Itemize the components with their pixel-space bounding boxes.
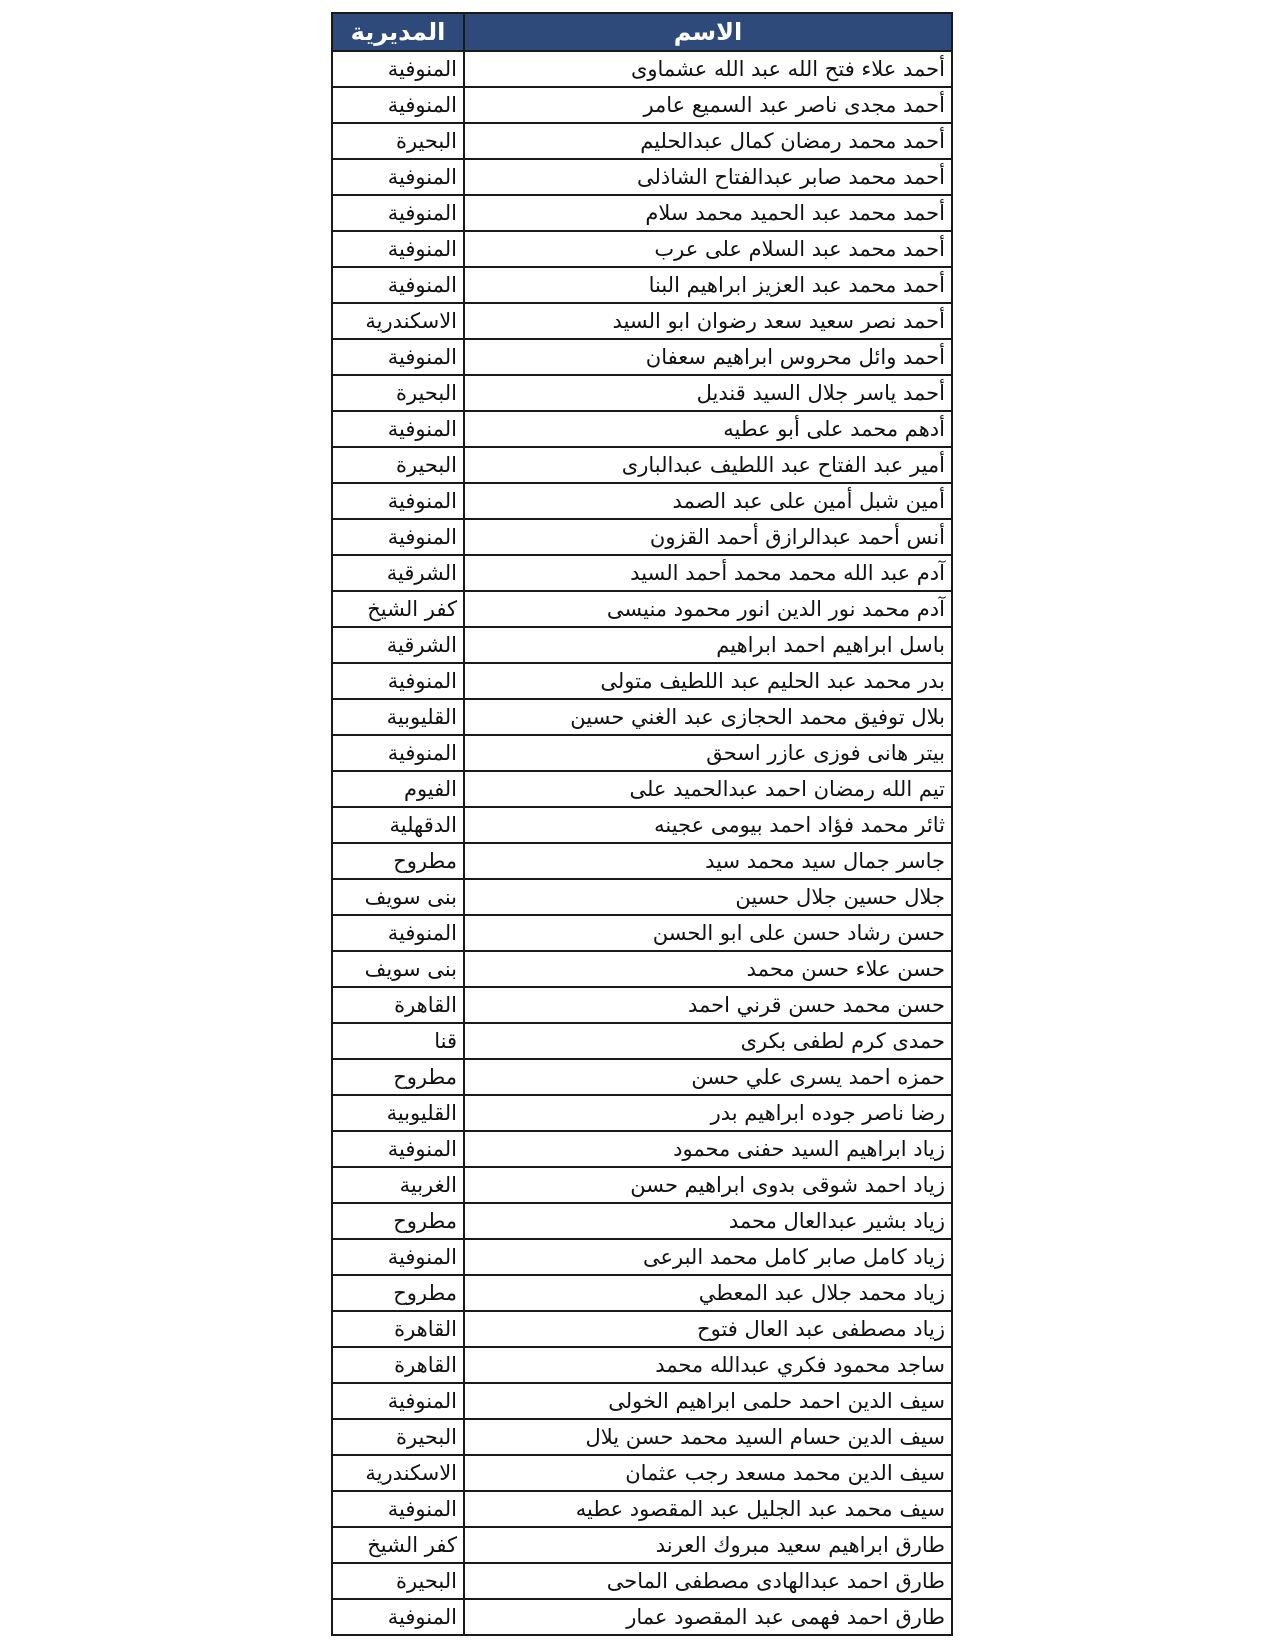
table-row xyxy=(332,303,952,339)
governorate-cell: الغربية xyxy=(332,1167,464,1203)
governorate-cell: القليوبية xyxy=(332,1095,464,1131)
governorate-cell: الشرقية xyxy=(332,627,464,663)
name-cell: ثائر محمد فؤاد احمد بيومى عجينه xyxy=(464,807,952,843)
governorate-cell: القاهرة xyxy=(332,1347,464,1383)
governorate-cell: الشرقية xyxy=(332,555,464,591)
table-row xyxy=(332,1095,952,1131)
name-cell: آدم محمد نور الدين انور محمود منيسى xyxy=(464,591,952,627)
table-row xyxy=(332,1059,952,1095)
table-row xyxy=(332,1383,952,1419)
table-row xyxy=(332,1419,952,1455)
name-cell: أنس أحمد عبدالرازق أحمد القزون xyxy=(464,519,952,555)
name-cell: زياد محمد جلال عبد المعطي xyxy=(464,1275,952,1311)
name-cell: أحمد وائل محروس ابراهيم سعفان xyxy=(464,339,952,375)
name-cell: أحمد محمد رمضان كمال عبدالحليم xyxy=(464,123,952,159)
table-row xyxy=(332,231,952,267)
name-cell: ساجد محمود فكري عبدالله محمد xyxy=(464,1347,952,1383)
table-row xyxy=(332,1599,952,1635)
table-row xyxy=(332,159,952,195)
name-cell: زياد احمد شوقى بدوى ابراهيم حسن xyxy=(464,1167,952,1203)
governorate-cell: قنا xyxy=(332,1023,464,1059)
name-cell: حسن علاء حسن محمد xyxy=(464,951,952,987)
table-row xyxy=(332,1527,952,1563)
table-row xyxy=(332,843,952,879)
name-cell: أدهم محمد على أبو عطيه xyxy=(464,411,952,447)
table-row xyxy=(332,1563,952,1599)
table-row xyxy=(332,267,952,303)
table-row xyxy=(332,915,952,951)
table-row xyxy=(332,663,952,699)
table-row xyxy=(332,375,952,411)
name-cell: بيتر هانى فوزى عازر اسحق xyxy=(464,735,952,771)
table-row xyxy=(332,807,952,843)
governorate-cell: القاهرة xyxy=(332,987,464,1023)
name-cell: حمدى كرم لطفى بكرى xyxy=(464,1023,952,1059)
governorate-cell: الاسكندرية xyxy=(332,303,464,339)
name-cell: طارق احمد عبدالهادى مصطفى الماحى xyxy=(464,1563,952,1599)
governorate-cell: الاسكندرية xyxy=(332,1455,464,1491)
governorate-cell: البحيرة xyxy=(332,123,464,159)
name-cell: حمزه احمد يسرى علي حسن xyxy=(464,1059,952,1095)
governorate-cell: المنوفية xyxy=(332,483,464,519)
name-cell: أحمد محمد عبد الحميد محمد سلام xyxy=(464,195,952,231)
governorate-cell: المنوفية xyxy=(332,1131,464,1167)
table-row xyxy=(332,1311,952,1347)
table-body xyxy=(332,51,952,1635)
name-cell: جلال حسين جلال حسين xyxy=(464,879,952,915)
table-row xyxy=(332,879,952,915)
name-cell: حسن محمد حسن قرني احمد xyxy=(464,987,952,1023)
table-row xyxy=(332,987,952,1023)
name-cell: زياد بشير عبدالعال محمد xyxy=(464,1203,952,1239)
name-cell: أحمد محمد صابر عبدالفتاح الشاذلى xyxy=(464,159,952,195)
governorate-cell: المنوفية xyxy=(332,519,464,555)
governorate-cell: البحيرة xyxy=(332,375,464,411)
governorate-cell: المنوفية xyxy=(332,159,464,195)
governorate-cell: المنوفية xyxy=(332,663,464,699)
name-cell: سيف الدين حسام السيد محمد حسن يلال xyxy=(464,1419,952,1455)
governorate-cell: المنوفية xyxy=(332,87,464,123)
governorate-cell: كفر الشيخ xyxy=(332,591,464,627)
name-cell: أحمد ياسر جلال السيد قنديل xyxy=(464,375,952,411)
governorate-cell: الفيوم xyxy=(332,771,464,807)
governorate-cell: الدقهلية xyxy=(332,807,464,843)
table-row xyxy=(332,771,952,807)
governorate-cell: القليوبية xyxy=(332,699,464,735)
governorate-cell: المنوفية xyxy=(332,1239,464,1275)
table-row xyxy=(332,1203,952,1239)
header-row xyxy=(332,13,952,51)
table-row xyxy=(332,1491,952,1527)
table-row xyxy=(332,591,952,627)
name-cell: أحمد محمد عبد العزيز ابراهيم البنا xyxy=(464,267,952,303)
name-cell: بلال توفيق محمد الحجازى عبد الغني حسين xyxy=(464,699,952,735)
governorate-cell: بنى سويف xyxy=(332,879,464,915)
name-cell: أحمد علاء فتح الله عبد الله عشماوى xyxy=(464,51,952,87)
table-row xyxy=(332,627,952,663)
name-cell: أحمد مجدى ناصر عبد السميع عامر xyxy=(464,87,952,123)
governorate-cell: مطروح xyxy=(332,1203,464,1239)
table-row xyxy=(332,951,952,987)
name-cell: أحمد محمد عبد السلام على عرب xyxy=(464,231,952,267)
table-row xyxy=(332,735,952,771)
governorate-cell: المنوفية xyxy=(332,411,464,447)
name-cell: سيف الدين احمد حلمى ابراهيم الخولى xyxy=(464,1383,952,1419)
name-cell: سيف محمد عبد الجليل عبد المقصود عطيه xyxy=(464,1491,952,1527)
table-row xyxy=(332,339,952,375)
governorate-cell: البحيرة xyxy=(332,447,464,483)
name-cell: باسل ابراهيم احمد ابراهيم xyxy=(464,627,952,663)
name-cell: أمين شبل أمين على عبد الصمد xyxy=(464,483,952,519)
table-row xyxy=(332,1167,952,1203)
name-cell: زياد مصطفى عبد العال فتوح xyxy=(464,1311,952,1347)
governorate-cell: المنوفية xyxy=(332,1491,464,1527)
name-cell: طارق ابراهيم سعيد مبروك العرند xyxy=(464,1527,952,1563)
governorate-cell: المنوفية xyxy=(332,1383,464,1419)
name-cell: طارق احمد فهمى عبد المقصود عمار xyxy=(464,1599,952,1635)
table-row xyxy=(332,519,952,555)
name-cell: بدر محمد عبد الحليم عبد اللطيف متولى xyxy=(464,663,952,699)
name-column-header: الاسم xyxy=(464,13,952,51)
name-cell: أمير عبد الفتاح عبد اللطيف عبدالبارى xyxy=(464,447,952,483)
governorate-cell: البحيرة xyxy=(332,1563,464,1599)
table-row xyxy=(332,87,952,123)
governorate-cell: القاهرة xyxy=(332,1311,464,1347)
governorate-cell: البحيرة xyxy=(332,1419,464,1455)
table-row xyxy=(332,447,952,483)
governorate-cell: المنوفية xyxy=(332,915,464,951)
name-cell: سيف الدين محمد مسعد رجب عثمان xyxy=(464,1455,952,1491)
table-row xyxy=(332,195,952,231)
governorate-cell: المنوفية xyxy=(332,51,464,87)
governorate-cell: المنوفية xyxy=(332,339,464,375)
name-cell: زياد ابراهيم السيد حفنى محمود xyxy=(464,1131,952,1167)
name-cell: حسن رشاد حسن على ابو الحسن xyxy=(464,915,952,951)
governorate-cell: مطروح xyxy=(332,843,464,879)
name-cell: تيم الله رمضان احمد عبدالحميد على xyxy=(464,771,952,807)
table-row xyxy=(332,1131,952,1167)
name-cell: زياد كامل صابر كامل محمد البرعى xyxy=(464,1239,952,1275)
governorate-cell: المنوفية xyxy=(332,195,464,231)
table-row xyxy=(332,555,952,591)
table-row xyxy=(332,51,952,87)
name-cell: أحمد نصر سعيد سعد رضوان ابو السيد xyxy=(464,303,952,339)
governorate-cell: المنوفية xyxy=(332,735,464,771)
table-row xyxy=(332,699,952,735)
table-row xyxy=(332,483,952,519)
table-row xyxy=(332,1023,952,1059)
governorate-cell: مطروح xyxy=(332,1275,464,1311)
name-cell: آدم عبد الله محمد محمد أحمد السيد xyxy=(464,555,952,591)
governorate-cell: كفر الشيخ xyxy=(332,1527,464,1563)
table-row xyxy=(332,1455,952,1491)
table-row xyxy=(332,411,952,447)
governorate-cell: المنوفية xyxy=(332,231,464,267)
governorate-column-header: المديرية xyxy=(332,13,464,51)
table-row xyxy=(332,123,952,159)
name-cell: رضا ناصر جوده ابراهيم بدر xyxy=(464,1095,952,1131)
governorate-cell: بنى سويف xyxy=(332,951,464,987)
governorate-cell: المنوفية xyxy=(332,267,464,303)
names-table xyxy=(331,12,953,1636)
governorate-cell: المنوفية xyxy=(332,1599,464,1635)
name-cell: جاسر جمال سيد محمد سيد xyxy=(464,843,952,879)
table-row xyxy=(332,1239,952,1275)
table-row xyxy=(332,1347,952,1383)
table-row xyxy=(332,1275,952,1311)
governorate-cell: مطروح xyxy=(332,1059,464,1095)
